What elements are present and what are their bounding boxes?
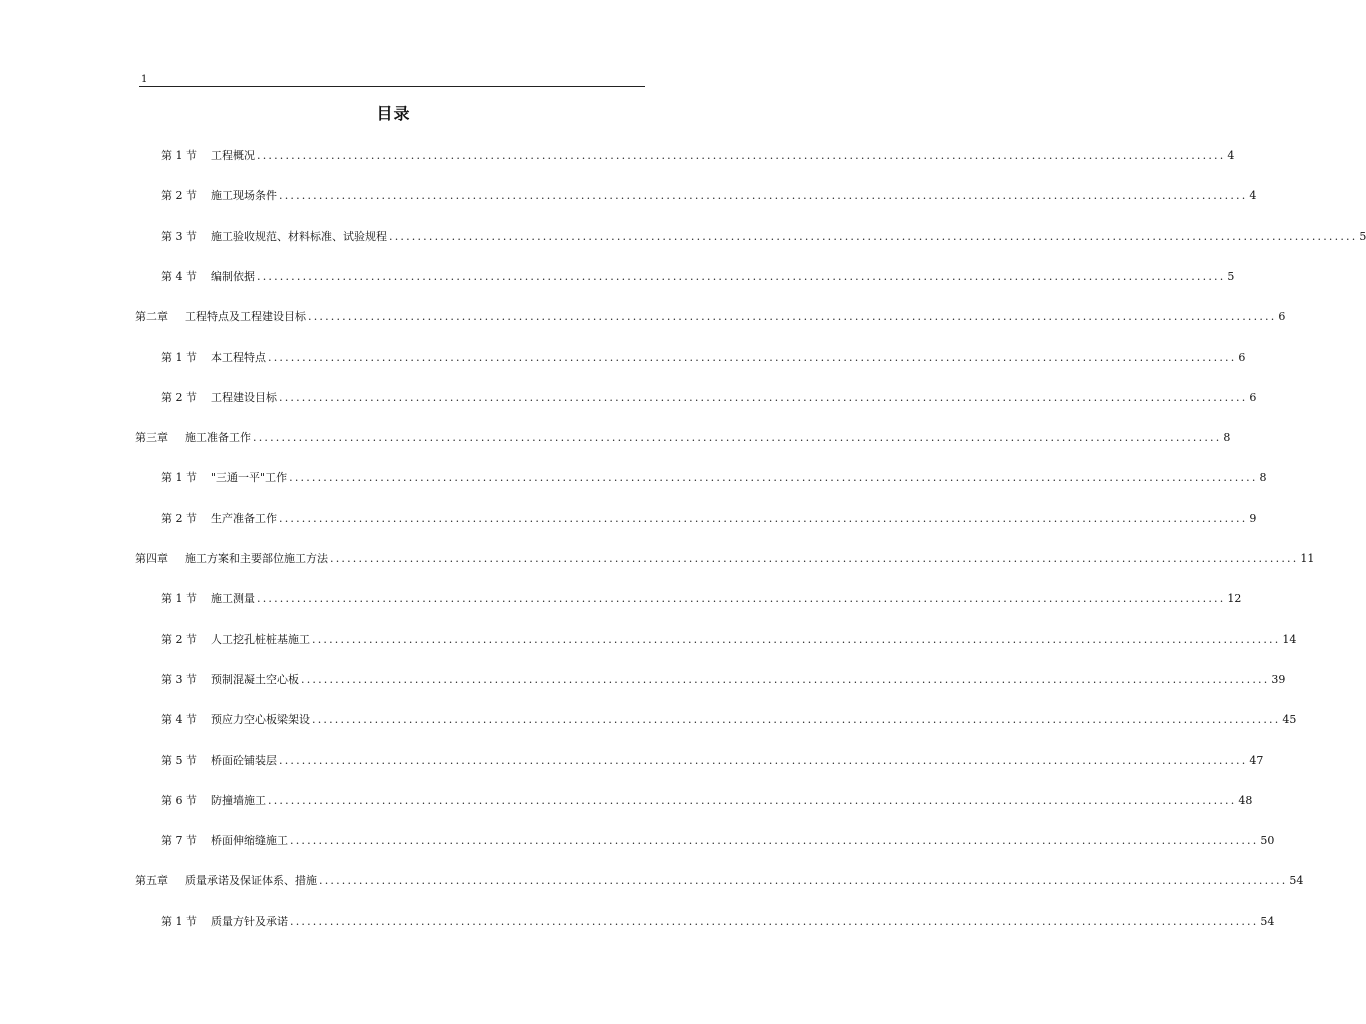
toc-leader-dots: .......................................................................................................................................................................... — [253, 431, 1222, 445]
toc-entry-text: 施工验收规范、材料标准、试验规程 — [211, 229, 387, 243]
toc-entry-page: 54 — [1289, 874, 1304, 888]
toc-leader-dots: .......................................................................................................................................................................... — [290, 834, 1259, 848]
toc-entry[interactable] — [161, 350, 1246, 366]
toc-entry-text: 施工现场条件 — [211, 189, 277, 203]
toc-entry-text: 防撞墙施工 — [211, 793, 266, 807]
toc-entry[interactable] — [161, 390, 1257, 406]
toc-entry-page: 6 — [1249, 390, 1257, 404]
toc-entry-label: 第 5 节 — [161, 753, 197, 767]
toc-leader-dots: .......................................................................................................................................................................... — [268, 350, 1237, 364]
toc-entry-page: 12 — [1227, 592, 1242, 606]
toc-entry-text: 人工挖孔桩桩基施工 — [211, 632, 310, 646]
toc-entry-text: 工程概况 — [211, 149, 255, 162]
toc-entry-label: 第 2 节 — [161, 390, 197, 404]
toc-leader-dots: .......................................................................................................................................................................... — [279, 753, 1248, 767]
toc-entry-text: 生产准备工作 — [211, 511, 277, 525]
toc-entry-page: 8 — [1223, 431, 1231, 445]
toc-entry-text: 质量承诺及保证体系、措施 — [185, 874, 317, 888]
toc-entry-page: 9 — [1249, 511, 1257, 525]
toc-entry-label: 第 1 节 — [161, 350, 197, 364]
toc-entry-page: 54 — [1260, 914, 1275, 928]
toc-entry[interactable] — [161, 712, 1297, 728]
toc-leader-dots: .......................................................................................................................................................................... — [330, 552, 1299, 565]
toc-entry-text: 施工准备工作 — [185, 431, 251, 445]
toc-entry[interactable] — [161, 833, 1275, 849]
toc-entry-page: 5 — [1359, 229, 1366, 243]
toc-entry-label: 第五章 — [135, 874, 168, 888]
toc-entry-label: 第 1 节 — [161, 471, 197, 485]
header-page-number: 1 — [141, 74, 148, 85]
toc-entry-page: 5 — [1227, 269, 1235, 283]
toc-entry-page: 6 — [1238, 350, 1246, 364]
toc-entry[interactable] — [161, 914, 1275, 930]
toc-entry[interactable] — [161, 269, 1235, 285]
toc-entry-text: 编制依据 — [211, 269, 255, 283]
toc-entry[interactable] — [135, 430, 1231, 446]
toc-entry-label: 第 1 节 — [161, 914, 197, 928]
toc-leader-dots: .......................................................................................................................................................................... — [312, 632, 1281, 646]
toc-entry[interactable] — [161, 188, 1257, 204]
toc-entry[interactable] — [161, 511, 1257, 527]
toc-entry[interactable] — [135, 551, 1315, 567]
toc-leader-dots: .......................................................................................................................................................................... — [268, 793, 1237, 807]
toc-entry[interactable] — [161, 470, 1267, 486]
toc-leader-dots: .......................................................................................................................................................................... — [301, 672, 1270, 686]
toc-entry-page: 39 — [1271, 672, 1286, 686]
toc-entry-label: 第 3 节 — [161, 229, 197, 243]
toc-entry-text: 桥面伸缩缝施工 — [211, 834, 288, 848]
toc-entry-label: 第 6 节 — [161, 793, 197, 807]
toc-entry-label: 第 4 节 — [161, 269, 197, 283]
toc-entry-text: 预应力空心板梁架设 — [211, 713, 310, 727]
toc-leader-dots: .......................................................................................................................................................................... — [279, 390, 1248, 404]
toc-entry-page: 47 — [1249, 753, 1264, 767]
toc-entry-text: 质量方针及承诺 — [211, 914, 288, 928]
toc-leader-dots: .......................................................................................................................................................................... — [257, 592, 1226, 606]
toc-leader-dots: .......................................................................................................................................................................... — [289, 471, 1258, 485]
toc-leader-dots: .......................................................................................................................................................................... — [290, 914, 1259, 928]
toc-entry-text: 桥面砼铺装层 — [211, 753, 277, 767]
toc-entry-label: 第 1 节 — [161, 149, 197, 162]
toc-entry[interactable] — [135, 873, 1304, 889]
toc-entry[interactable] — [161, 793, 1253, 809]
toc-entry-label: 第 7 节 — [161, 834, 197, 848]
toc-entry[interactable] — [135, 309, 1286, 325]
toc-leader-dots: .......................................................................................................................................................................... — [279, 511, 1248, 525]
toc-title: 目录 — [376, 104, 411, 123]
toc-entry[interactable] — [161, 672, 1286, 688]
toc-entry-text: "三通一平"工作 — [211, 471, 288, 485]
toc-entry-page: 11 — [1300, 552, 1315, 565]
toc-entry-page: 45 — [1282, 713, 1297, 727]
toc-entry-label: 第 2 节 — [161, 511, 197, 525]
toc-entry-label: 第 3 节 — [161, 672, 197, 686]
toc-entry[interactable] — [161, 753, 1264, 769]
toc-entry-label: 第三章 — [135, 431, 168, 445]
toc-leader-dots: .......................................................................................................................................................................... — [319, 874, 1288, 888]
toc-entry[interactable] — [161, 591, 1242, 607]
toc-entry-page: 4 — [1249, 189, 1257, 203]
toc-entry-page: 4 — [1227, 149, 1235, 162]
toc-entry-page: 6 — [1278, 310, 1286, 324]
toc-entry-label: 第四章 — [135, 552, 168, 565]
toc-entry-page: 48 — [1238, 793, 1253, 807]
toc-entry-text: 工程特点及工程建设目标 — [185, 310, 306, 324]
toc-entry-page: 50 — [1260, 834, 1275, 848]
toc-entry[interactable] — [161, 229, 1366, 245]
toc-entry-text: 预制混凝土空心板 — [211, 672, 299, 686]
toc-entry-text: 本工程特点 — [211, 350, 266, 364]
toc-entry-text: 施工测量 — [211, 592, 255, 606]
toc-entry-label: 第二章 — [135, 310, 168, 324]
toc-entry[interactable] — [161, 632, 1297, 648]
toc-entry-label: 第 2 节 — [161, 632, 197, 646]
toc-entry-page: 8 — [1259, 471, 1267, 485]
toc-leader-dots: .......................................................................................................................................................................... — [308, 310, 1277, 324]
toc-entry[interactable] — [161, 148, 1235, 164]
toc-entry-label: 第 1 节 — [161, 592, 197, 606]
toc-leader-dots: .......................................................................................................................................................................... — [279, 189, 1248, 203]
toc-entry-label: 第 2 节 — [161, 189, 197, 203]
toc-entry-label: 第 4 节 — [161, 713, 197, 727]
header-rule — [139, 86, 645, 87]
toc-entry-text: 工程建设目标 — [211, 390, 277, 404]
toc-leader-dots: .......................................................................................................................................................................... — [389, 229, 1358, 243]
toc-leader-dots: .......................................................................................................................................................................... — [257, 269, 1226, 283]
toc-leader-dots: .......................................................................................................................................................................... — [312, 713, 1281, 727]
toc-entry-page: 14 — [1282, 632, 1297, 646]
toc-leader-dots: .......................................................................................................................................................................... — [257, 149, 1226, 162]
toc-entry-text: 施工方案和主要部位施工方法 — [185, 552, 328, 565]
